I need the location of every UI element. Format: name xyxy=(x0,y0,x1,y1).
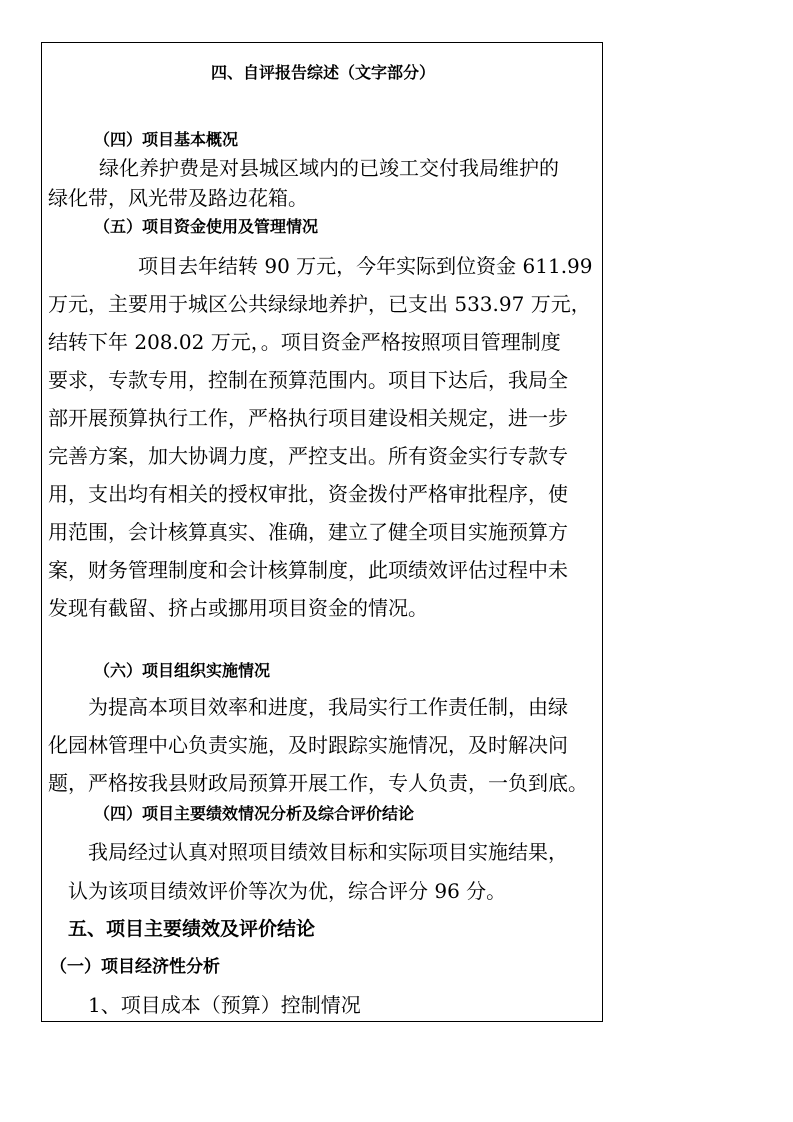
s5-line-1: 项目去年结转 90 万元，今年实际到位资金 611.99 xyxy=(138,254,593,278)
s5-line-4: 要求，专款专用，控制在预算范围内。项目下达后，我局全 xyxy=(48,368,568,392)
s4-heading: （四）项目基本概况 xyxy=(94,130,239,149)
item1-text: 1、项目成本（预算）控制情况 xyxy=(88,993,361,1017)
s5-line-7: 用，支出均有相关的授权审批，资金拨付严格审批程序，使 xyxy=(48,482,568,506)
s5-line-8: 用范围，会计核算真实、准确，建立了健全项目实施预算方 xyxy=(48,520,568,544)
s4-line-1: 绿化养护费是对县城区域内的已竣工交付我局维护的 xyxy=(99,156,559,180)
s5-heading: （五）项目资金使用及管理情况 xyxy=(94,217,319,236)
s4-line-2: 绿化带，风光带及路边花箱。 xyxy=(48,186,308,210)
s5-line-6: 完善方案，加大协调力度，严控支出。所有资金实行专款专 xyxy=(48,444,568,468)
s5-line-5: 部开展预算执行工作，严格执行项目建设相关规定，进一步 xyxy=(48,406,568,430)
s5-line-10: 发现有截留、挤占或挪用项目资金的情况。 xyxy=(48,596,428,620)
s5-line-3: 结转下年 208.02 万元，。项目资金严格按照项目管理制度 xyxy=(48,330,561,354)
s4b-heading: （四）项目主要绩效情况分析及综合评价结论 xyxy=(94,804,415,823)
sub1-heading: （一）项目经济性分析 xyxy=(50,957,220,977)
s6-line-1: 为提高本项目效率和进度，我局实行工作责任制，由绿 xyxy=(88,695,568,719)
s6-heading: （六）项目组织实施情况 xyxy=(94,661,271,680)
s4b-line-2: 认为该项目绩效评价等次为优，综合评分 96 分。 xyxy=(68,879,507,903)
section-title: 四、自评报告综述（文字部分） xyxy=(210,63,435,82)
report-frame xyxy=(41,42,603,1022)
section5-title: 五、项目主要绩效及评价结论 xyxy=(68,918,316,940)
s5-line-9: 案，财务管理制度和会计核算制度，此项绩效评估过程中未 xyxy=(48,558,568,582)
s4b-line-1: 我局经过认真对照项目绩效目标和实际项目实施结果， xyxy=(88,840,568,864)
s6-line-2: 化园林管理中心负责实施，及时跟踪实施情况，及时解决问 xyxy=(48,733,568,757)
s5-line-2: 万元，主要用于城区公共绿绿地养护，已支出 533.97 万元， xyxy=(48,292,591,316)
s6-line-3: 题，严格按我县财政局预算开展工作，专人负责，一负到底。 xyxy=(48,771,588,795)
